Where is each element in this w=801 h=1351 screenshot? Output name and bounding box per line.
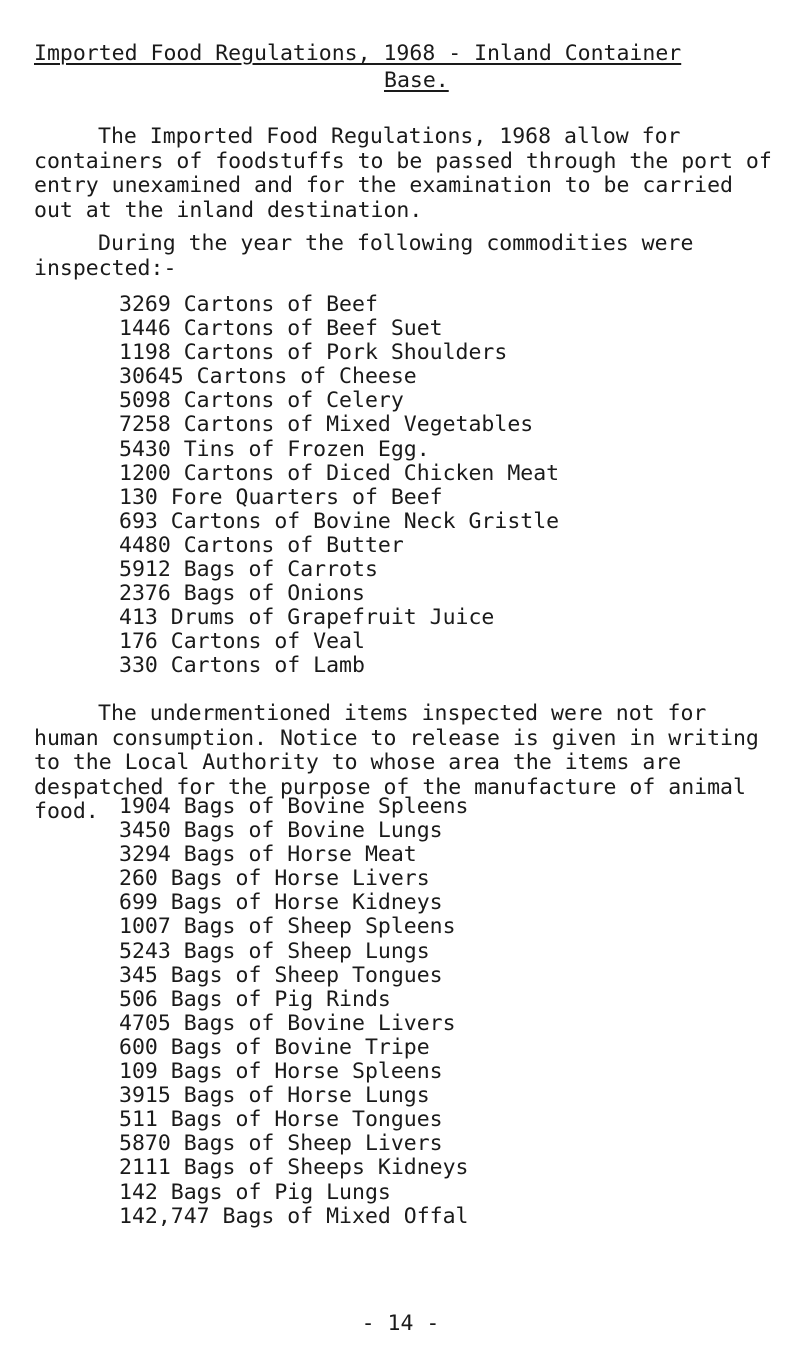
list-item: 5912 Bags of Carrots bbox=[119, 557, 378, 583]
list-item: 1007 Bags of Sheep Spleens bbox=[119, 914, 456, 940]
page-heading bbox=[34, 40, 784, 94]
list-item: 142 Bags of Pig Lungs bbox=[119, 1179, 391, 1205]
animal-food-notice-paragraph: The undermentioned items inspected were not for human consumption. Notice to release is given in writing to the Local Authority to whose area the items are despatched for the purpose of the manufacture of animal food. bbox=[34, 701, 759, 824]
list-item: 506 Bags of Pig Rinds bbox=[119, 986, 391, 1012]
list-item: 1446 Cartons of Beef Suet bbox=[119, 316, 443, 342]
list-item: 1198 Cartons of Pork Shoulders bbox=[119, 340, 508, 366]
list-item: 693 Cartons of Bovine Neck Gristle bbox=[119, 508, 560, 534]
list-item: 5243 Bags of Sheep Lungs bbox=[119, 938, 430, 964]
list-item: 260 Bags of Horse Livers bbox=[119, 866, 430, 892]
list-item: 3915 Bags of Horse Lungs bbox=[119, 1083, 430, 1109]
inspected-intro-paragraph: During the year the following commodities were inspected:- bbox=[34, 231, 694, 281]
list-item: 1904 Bags of Bovine Spleens bbox=[119, 794, 469, 819]
list-item: 330 Cartons of Lamb bbox=[119, 653, 365, 679]
commodities-list bbox=[119, 293, 559, 679]
list-item: 109 Bags of Horse Spleens bbox=[119, 1059, 443, 1085]
list-item: 2111 Bags of Sheeps Kidneys bbox=[119, 1155, 469, 1181]
list-item: 3294 Bags of Horse Meat bbox=[119, 842, 417, 868]
list-item: 600 Bags of Bovine Tripe bbox=[119, 1034, 430, 1060]
page-number: - 14 - bbox=[361, 1311, 440, 1336]
list-item: 5870 Bags of Sheep Livers bbox=[119, 1131, 443, 1157]
list-item: 511 Bags of Horse Tongues bbox=[119, 1107, 443, 1133]
list-item: 345 Bags of Sheep Tongues bbox=[119, 962, 443, 988]
list-item: 4705 Bags of Bovine Livers bbox=[119, 1010, 456, 1036]
list-item: 2376 Bags of Onions bbox=[119, 581, 365, 607]
list-item: 5430 Tins of Frozen Egg. bbox=[119, 436, 430, 462]
list-item: 1200 Cartons of Diced Chicken Meat bbox=[119, 460, 560, 486]
list-item: 4480 Cartons of Butter bbox=[119, 532, 404, 558]
list-item: 3450 Bags of Bovine Lungs bbox=[119, 818, 443, 844]
heading-line-2: Base. bbox=[384, 68, 449, 93]
list-item: 5098 Cartons of Celery bbox=[119, 388, 404, 414]
list-item: 142,747 Bags of Mixed Offal bbox=[119, 1203, 469, 1229]
list-item: 30645 Cartons of Cheese bbox=[119, 364, 417, 390]
list-item: 413 Drums of Grapefruit Juice bbox=[119, 605, 495, 631]
heading-line-1: Imported Food Regulations, 1968 - Inland Container bbox=[34, 41, 682, 66]
list-item: 699 Bags of Horse Kidneys bbox=[119, 890, 443, 916]
animal-food-items-list bbox=[119, 795, 469, 1229]
list-item: 176 Cartons of Veal bbox=[119, 629, 365, 655]
list-item: 130 Fore Quarters of Beef bbox=[119, 484, 443, 510]
list-item: 3269 Cartons of Beef bbox=[119, 292, 378, 317]
intro-paragraph: The Imported Food Regulations, 1968 allow for containers of foodstuffs to be passed through the port of entry unexamined and for the examination to be carried out at the inland destination. bbox=[34, 124, 772, 223]
list-item: 7258 Cartons of Mixed Vegetables bbox=[119, 412, 534, 438]
